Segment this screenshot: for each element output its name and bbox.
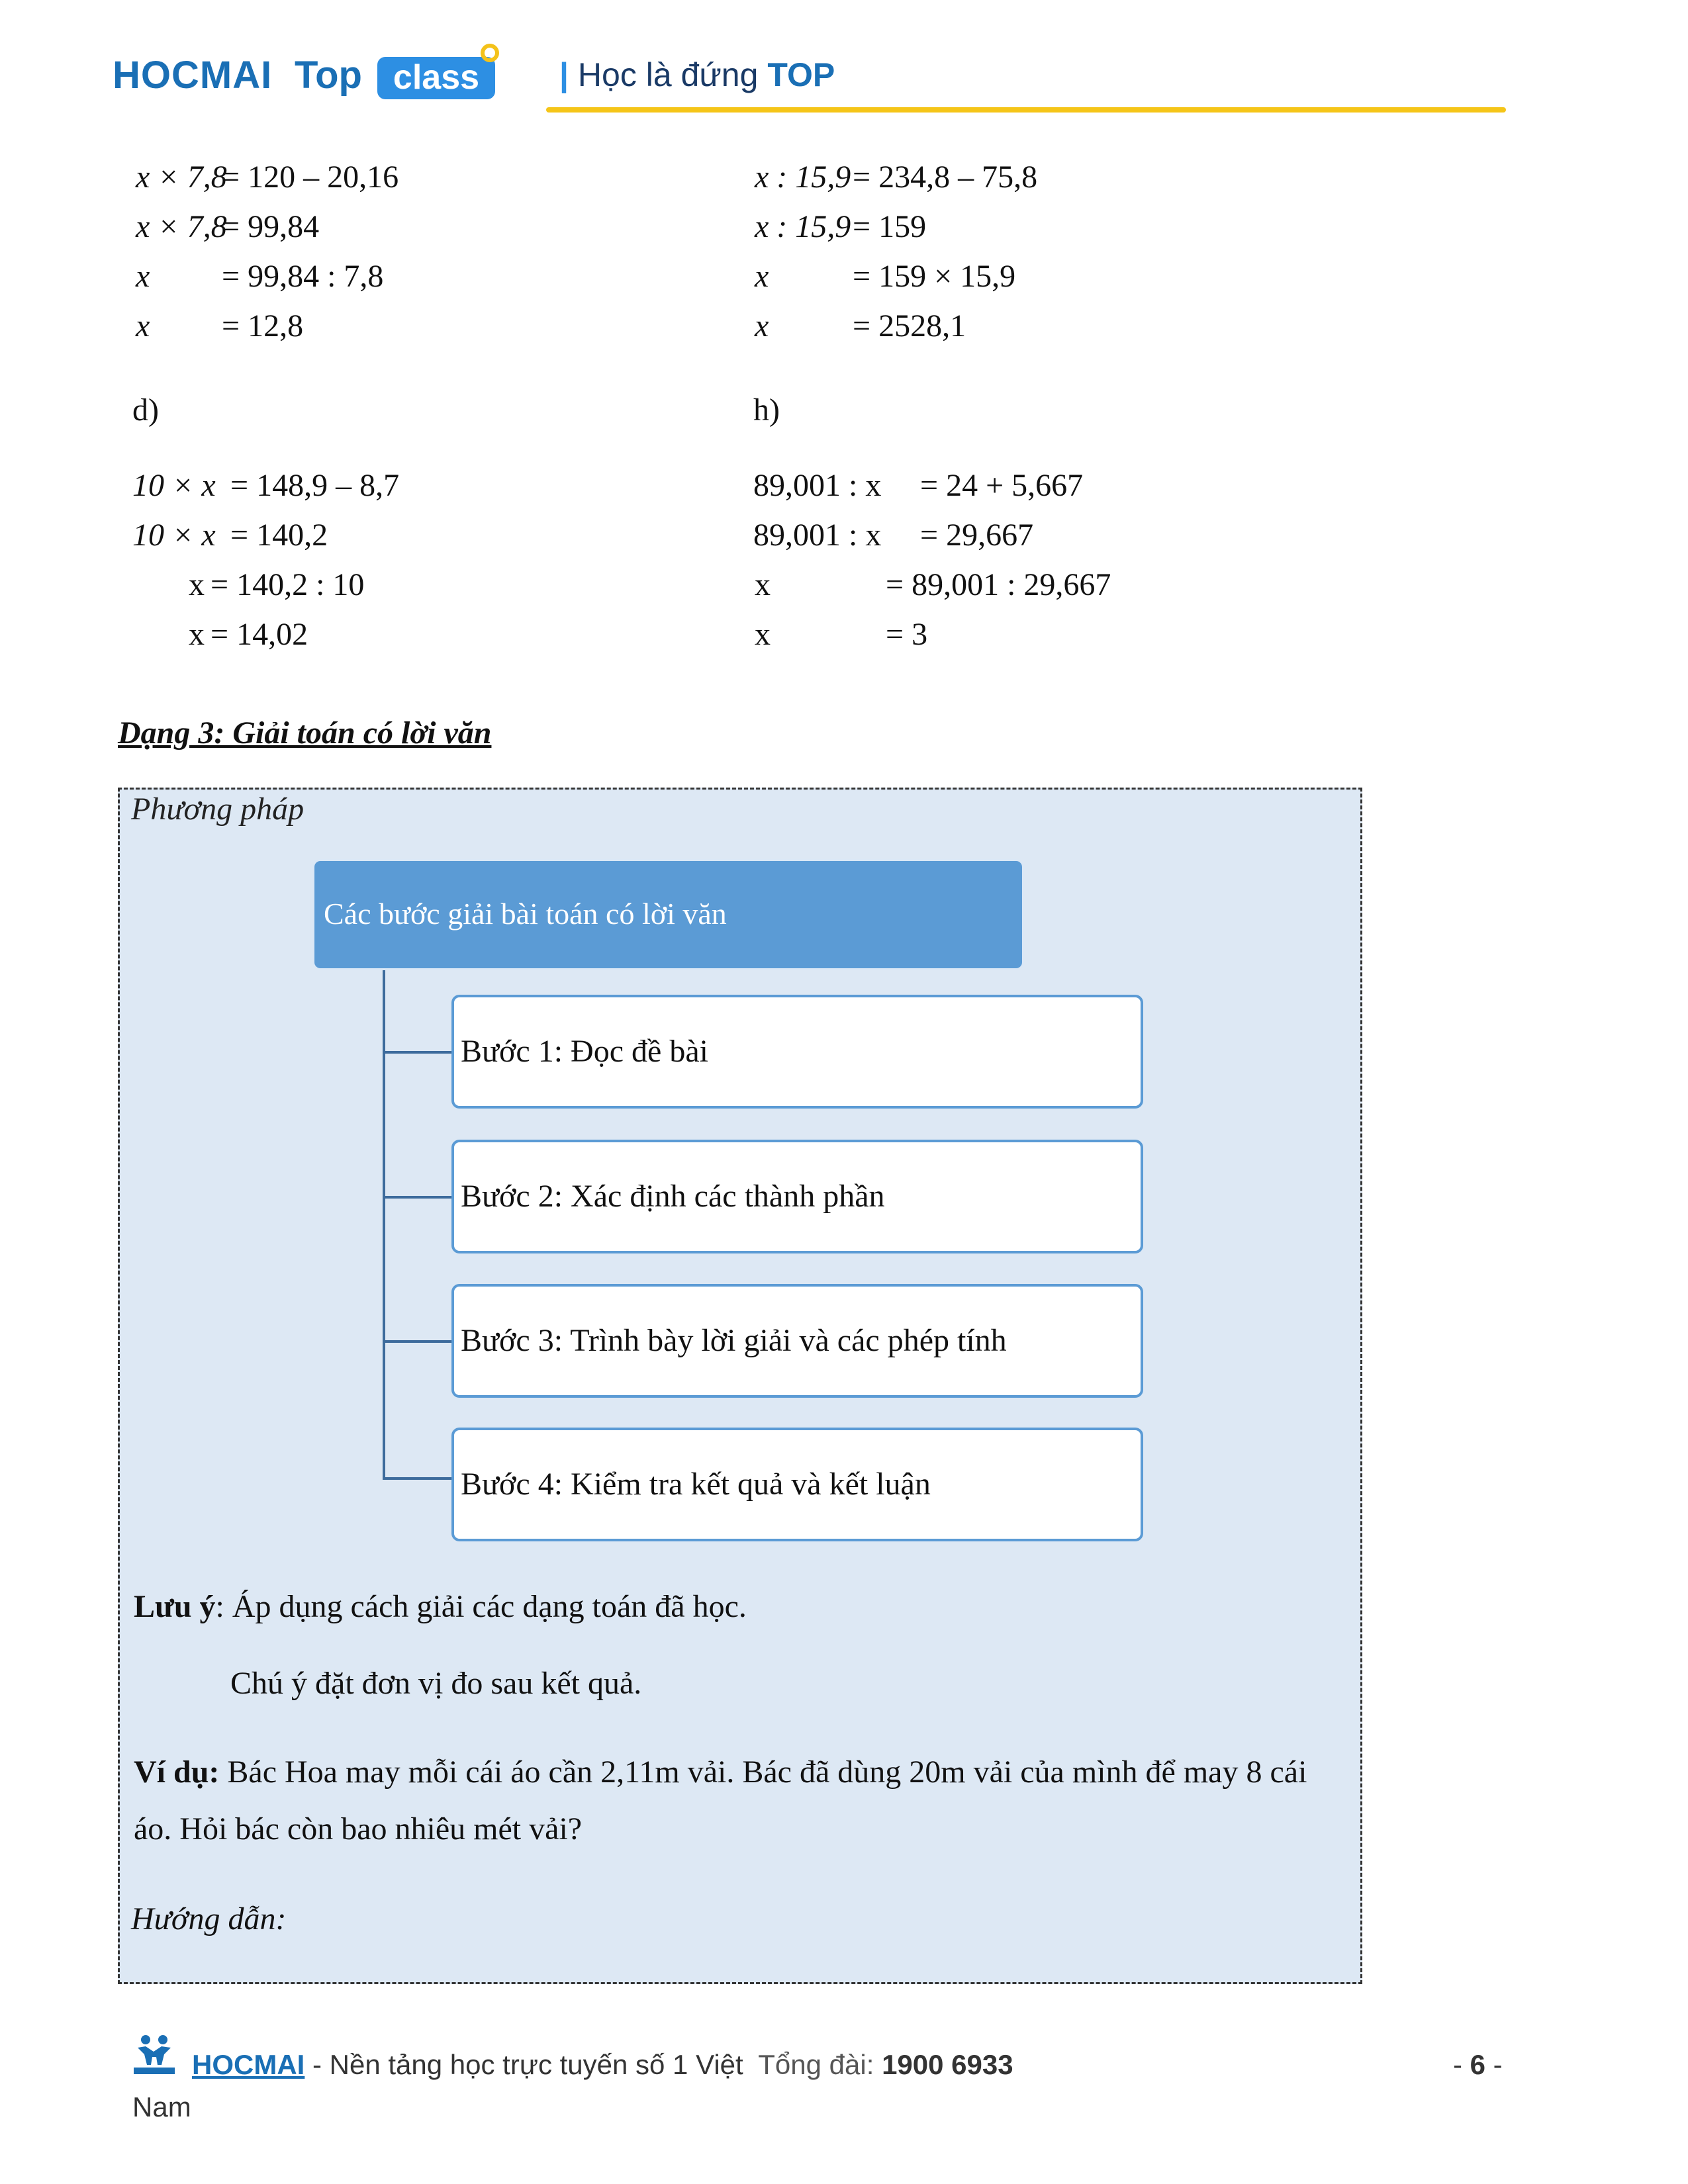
diagram-connector-vertical: [383, 970, 385, 1479]
math-line: = 3: [886, 617, 928, 652]
example-paragraph: Ví dụ: Bác Hoa may mỗi cái áo cần 2,11m vải. Bác đã dùng 20m vải của mình để may 8 cái: [134, 1754, 1307, 1790]
hocmai-footer-logo-icon: [132, 2032, 176, 2075]
math-line: x × 7,8: [136, 159, 227, 195]
math-line: 89,001 : x: [753, 468, 882, 503]
diagram-connector: [383, 1196, 451, 1199]
diagram-connector: [383, 1477, 451, 1480]
math-line: = 140,2: [230, 518, 328, 553]
math-line: x: [755, 308, 769, 343]
section-title: Dạng 3: Giải toán có lời văn: [118, 715, 492, 751]
header-divider: [546, 107, 1506, 113]
math-line: x : 15,9: [755, 159, 851, 195]
diagram-step-1: Bước 1: Đọc đề bài: [451, 995, 1143, 1109]
diagram-step-2: Bước 2: Xác định các thành phần: [451, 1140, 1143, 1253]
math-line: = 89,001 : 29,667: [886, 567, 1111, 602]
top-logo-text: Top: [295, 54, 362, 97]
math-line: = 99,84 : 7,8: [222, 259, 384, 294]
footer-brand-link[interactable]: HOCMAI: [192, 2049, 305, 2080]
math-line: x: [189, 617, 205, 652]
class-logo-badge: class: [377, 57, 495, 99]
footer-text-2: Nam: [132, 2091, 191, 2122]
exercise-label-d: d): [132, 392, 159, 428]
math-line: = 148,9 – 8,7: [230, 468, 400, 503]
diagram-step-3: Bước 3: Trình bày lời giải và các phép tính: [451, 1284, 1143, 1398]
math-line: = 14,02: [211, 617, 308, 652]
diagram-connector: [383, 1340, 451, 1343]
example-paragraph-2: áo. Hỏi bác còn bao nhiêu mét vải?: [134, 1811, 583, 1846]
math-line: x × 7,8: [136, 209, 227, 244]
note-paragraph-2: Chú ý đặt đơn vị đo sau kết quả.: [230, 1666, 642, 1701]
math-line: = 24 + 5,667: [920, 468, 1084, 503]
math-line: = 2528,1: [853, 308, 966, 343]
math-line: 89,001 : x: [753, 518, 882, 553]
math-line: = 159: [853, 209, 927, 244]
math-line: 10 × x: [132, 518, 216, 553]
math-line: x: [755, 259, 769, 294]
guide-label: Hướng dẫn:: [131, 1901, 287, 1936]
exercise-label-h: h): [753, 392, 780, 428]
math-line: = 140,2 : 10: [211, 567, 365, 602]
hocmai-logo-text: HOCMAI: [113, 54, 273, 97]
math-line: = 234,8 – 75,8: [853, 159, 1038, 195]
math-line: x: [136, 259, 150, 294]
math-line: x : 15,9: [755, 209, 851, 244]
diagram-connector: [383, 1051, 451, 1054]
math-line: = 120 – 20,16: [222, 159, 399, 195]
math-line: x: [755, 567, 771, 602]
math-line: x: [189, 567, 205, 602]
method-label: Phương pháp: [131, 792, 305, 827]
math-line: = 159 × 15,9: [853, 259, 1016, 294]
math-line: = 12,8: [222, 308, 304, 343]
header-tagline: | Học là đứng TOP: [559, 56, 835, 93]
math-line: = 29,667: [920, 518, 1034, 553]
note-paragraph: Lưu ý: Áp dụng cách giải các dạng toán đã học.: [134, 1589, 747, 1624]
footer-text: HOCMAI - Nền tảng học trực tuyến số 1 Việt Tổng đài: 1900 6933: [192, 2049, 1013, 2080]
math-line: = 99,84: [222, 209, 320, 244]
math-line: 10 × x: [132, 468, 216, 503]
gear-icon: [481, 44, 499, 62]
math-line: x: [136, 308, 150, 343]
diagram-root-node: Các bước giải bài toán có lời văn: [312, 859, 1024, 970]
math-line: x: [755, 617, 771, 652]
page-number: - 6 -: [1453, 2049, 1503, 2080]
diagram-step-4: Bước 4: Kiểm tra kết quả và kết luận: [451, 1428, 1143, 1541]
